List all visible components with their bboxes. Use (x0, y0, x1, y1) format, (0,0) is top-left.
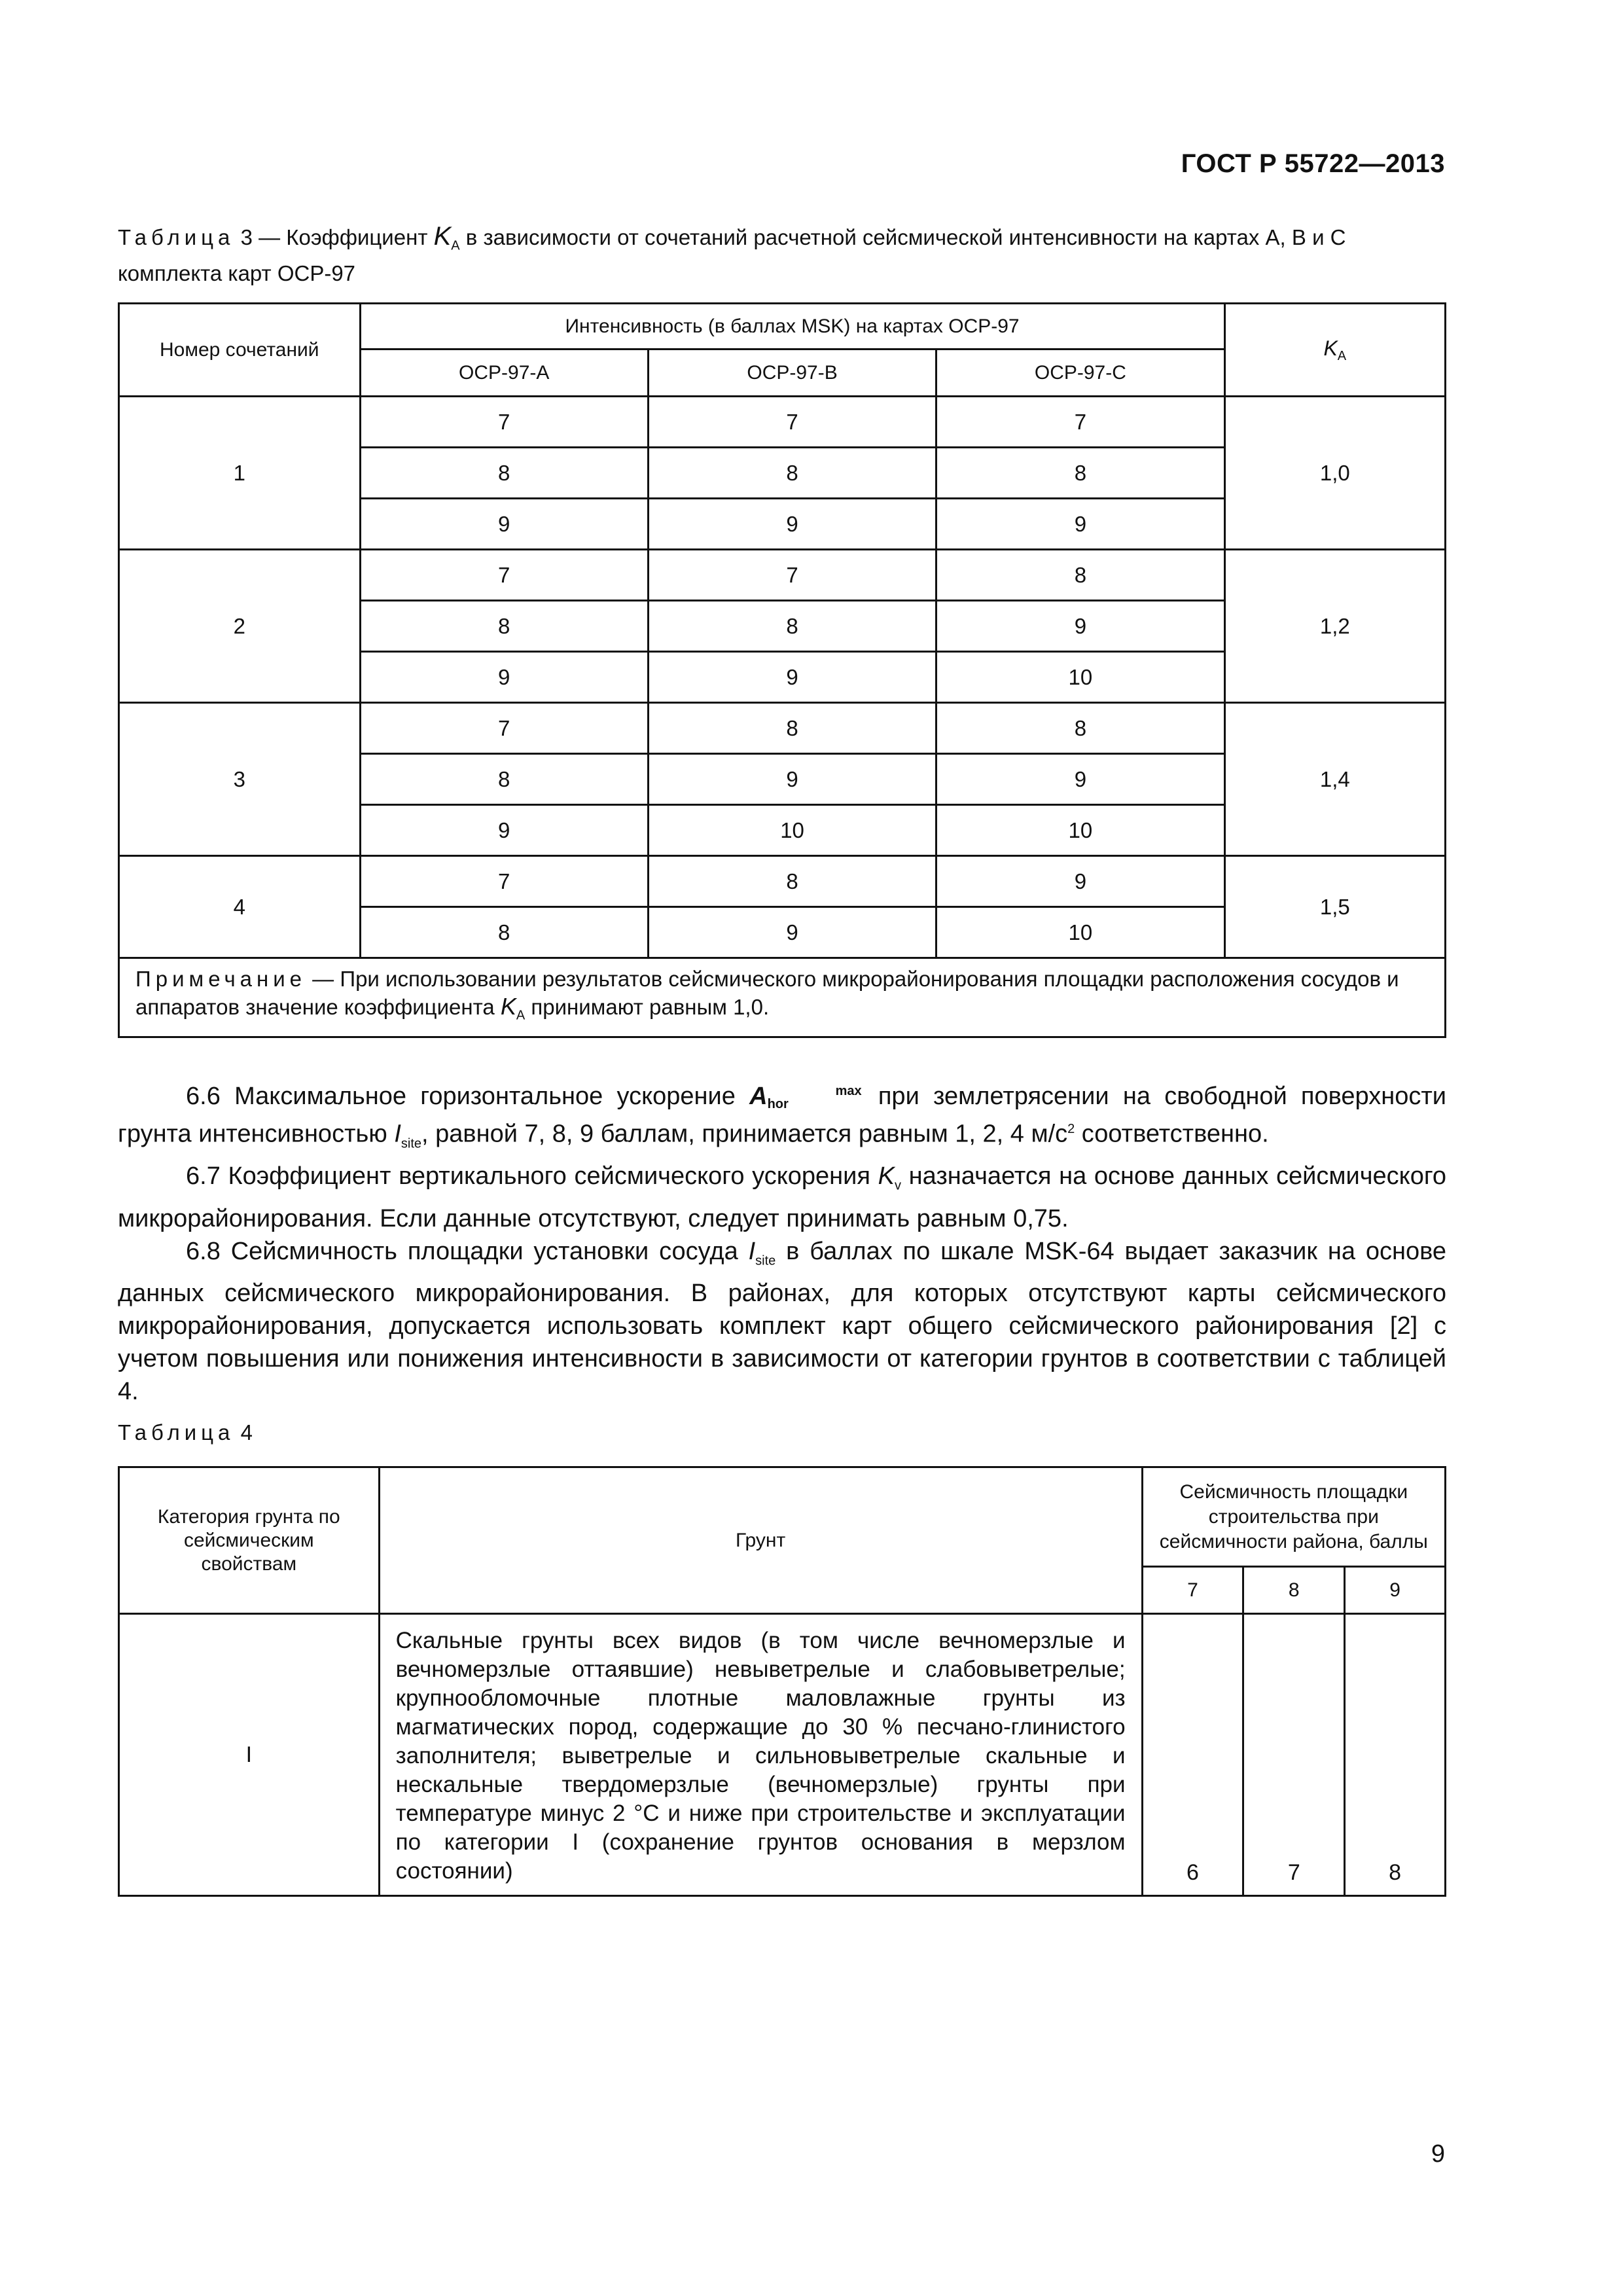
table4-header-category: Категория грунта по сейсмическим свойствам (119, 1467, 380, 1614)
table3-row (119, 703, 1446, 754)
table4-caption-num: 4 (240, 1420, 253, 1444)
table3-combination-number: 2 (119, 550, 361, 703)
table3-intensity-cell: 8 (648, 856, 936, 907)
table3-intensity-cell: 7 (360, 703, 648, 754)
table3-header-combination: Номер сочетаний (119, 304, 361, 397)
paragraph-6-6: 6.6 Максимальное горизонтальное ускорение A max hor при землетрясении на свободной поверхности грунта интенсивностью $I_{site}$, равной 7, 8, 9 баллам, принимается равным 1, 2, 4 $м/с^2$ соответственно. (118, 1083, 1446, 1151)
table3-combination-number: 3 (119, 703, 361, 856)
table3-intensity-cell: 8 (360, 754, 648, 805)
table4-value-9: 8 (1345, 1614, 1446, 1896)
table3-intensity-cell: 9 (936, 754, 1224, 805)
table3-intensity-cell: 9 (360, 805, 648, 856)
table3-ka-value: 1,4 (1224, 703, 1445, 856)
table3-intensity-cell: 9 (936, 856, 1224, 907)
table3-intensity-cell: 9 (648, 499, 936, 550)
table4-value-8: 7 (1243, 1614, 1345, 1896)
table3 (118, 302, 1446, 1038)
table3-intensity-cell: 8 (648, 601, 936, 652)
table3-intensity-cell: 7 (936, 397, 1224, 448)
table3-intensity-cell: 8 (648, 703, 936, 754)
table4-category-cell: I (119, 1614, 380, 1896)
table3-ka-value: 1,0 (1224, 397, 1445, 550)
table3-header-osr-a: ОСР-97-А (360, 350, 648, 397)
table3-intensity-cell: 7 (360, 397, 648, 448)
table4 (118, 1466, 1446, 1897)
page-number: 9 (1431, 2140, 1445, 2168)
table3-intensity-cell: 9 (648, 754, 936, 805)
body-text (118, 1080, 1446, 1408)
paragraph-6-7: 6.7 Коэффициент вертикального сейсмического ускорения $K_v$ назначается на основе данных сейсмического микрорайонирования. Если данные отсутствуют, следует принимать равным 0,75. (118, 1162, 1447, 1232)
table3-body (119, 397, 1446, 958)
table3-intensity-cell: 8 (936, 703, 1224, 754)
table4-header-soil: Грунт (379, 1467, 1142, 1614)
table3-caption-label: Таблица (118, 225, 235, 249)
table3-header-osr-b: ОСР-97-В (648, 350, 936, 397)
table3-intensity-cell: 7 (360, 856, 648, 907)
table4-soil-cell: Скальные грунты всех видов (в том числе вечномерзлые и вечномерзлые оттаявшие) невыветрелые и слабовыветрелые; крупнообломочные плотные маловлажные грунты из магматических пород, содержащие до 30 % песчано-глинистого заполнителя; выветрелые и сильновыветрелые скальные и нескальные твердомерзлые (вечномерзлые) грунты при температуре минус 2 °С и ниже при строительстве и эксплуатации по категории I (сохранение грунтов основания в мерзлом состоянии) (379, 1614, 1142, 1896)
table3-intensity-cell: 9 (936, 499, 1224, 550)
table3-intensity-cell: 9 (648, 652, 936, 703)
ka-subscript: A (451, 238, 460, 253)
ka-symbol: K (433, 222, 452, 251)
table4-value-7: 6 (1142, 1614, 1243, 1896)
table3-row (119, 856, 1446, 907)
table3-intensity-cell: 8 (360, 601, 648, 652)
table4-subheader-8: 8 (1243, 1567, 1345, 1614)
table3-note: Примечание — При использовании результатов сейсмического микрорайонирования площадки расположения сосудов и аппаратов значение коэффициента $K_A$ принимают равным 1,0. (119, 958, 1446, 1037)
table3-caption-num: 3 (240, 225, 253, 249)
table3-row (119, 550, 1446, 601)
table3-caption-text-a: — Коэффициент (252, 225, 434, 249)
table3-intensity-cell: 7 (648, 550, 936, 601)
table3-header-ka: $K_A$ (1224, 304, 1445, 397)
table3-intensity-cell: 9 (648, 907, 936, 958)
table3-intensity-cell: 10 (936, 805, 1224, 856)
table4-row (119, 1614, 1446, 1896)
table3-intensity-cell: 8 (936, 550, 1224, 601)
table3-combination-number: 1 (119, 397, 361, 550)
table3-combination-number: 4 (119, 856, 361, 958)
table4-subheader-7: 7 (1142, 1567, 1243, 1614)
table3-intensity-cell: 7 (648, 397, 936, 448)
table3-intensity-cell: 7 (360, 550, 648, 601)
table4-header-seismicity: Сейсмичность площадки строительства при сейсмичности района, баллы (1142, 1467, 1445, 1567)
table3-intensity-cell: 10 (936, 907, 1224, 958)
table4-subheader-9: 9 (1345, 1567, 1446, 1614)
table3-intensity-cell: 9 (360, 499, 648, 550)
table3-intensity-cell: 10 (648, 805, 936, 856)
table3-intensity-cell: 8 (936, 448, 1224, 499)
table3-intensity-cell: 9 (360, 652, 648, 703)
table3-caption (118, 223, 1446, 287)
table3-caption-text-b: в зависимости от сочетаний расчетной сейсмической интенсивности на картах А, В и С комплекта карт ОСР-97 (118, 225, 1346, 285)
paragraph-6-8: 6.8 Сейсмичность площадки установки сосуда $I_{site}$ в баллах по шкале MSK-64 выдает заказчик на основе данных сейсмического микрорайонирования. В районах, для которых отсутствуют карты сейсмического микрорайонирования, допускается использовать комплект карт общего сейсмического районирования [2] с учетом повышения или понижения интенсивности в зависимости от категории грунтов в соответствии с таблицей 4. (118, 1237, 1446, 1406)
document-code: ГОСТ Р 55722—2013 (1181, 149, 1445, 178)
table3-intensity-cell: 9 (936, 601, 1224, 652)
table3-ka-value: 1,2 (1224, 550, 1445, 703)
table3-intensity-cell: 8 (360, 448, 648, 499)
table3-header-intensity: Интенсивность (в баллах MSK) на картах ОСР-97 (360, 304, 1224, 350)
table3-intensity-cell: 8 (360, 907, 648, 958)
table3-header-osr-c: ОСР-97-С (936, 350, 1224, 397)
table4-caption (118, 1419, 1446, 1446)
table3-intensity-cell: 8 (648, 448, 936, 499)
table4-caption-label: Таблица (118, 1420, 235, 1444)
note-label: Примечание (135, 967, 307, 991)
table3-intensity-cell: 10 (936, 652, 1224, 703)
table3-ka-value: 1,5 (1224, 856, 1445, 958)
table3-row (119, 397, 1446, 448)
